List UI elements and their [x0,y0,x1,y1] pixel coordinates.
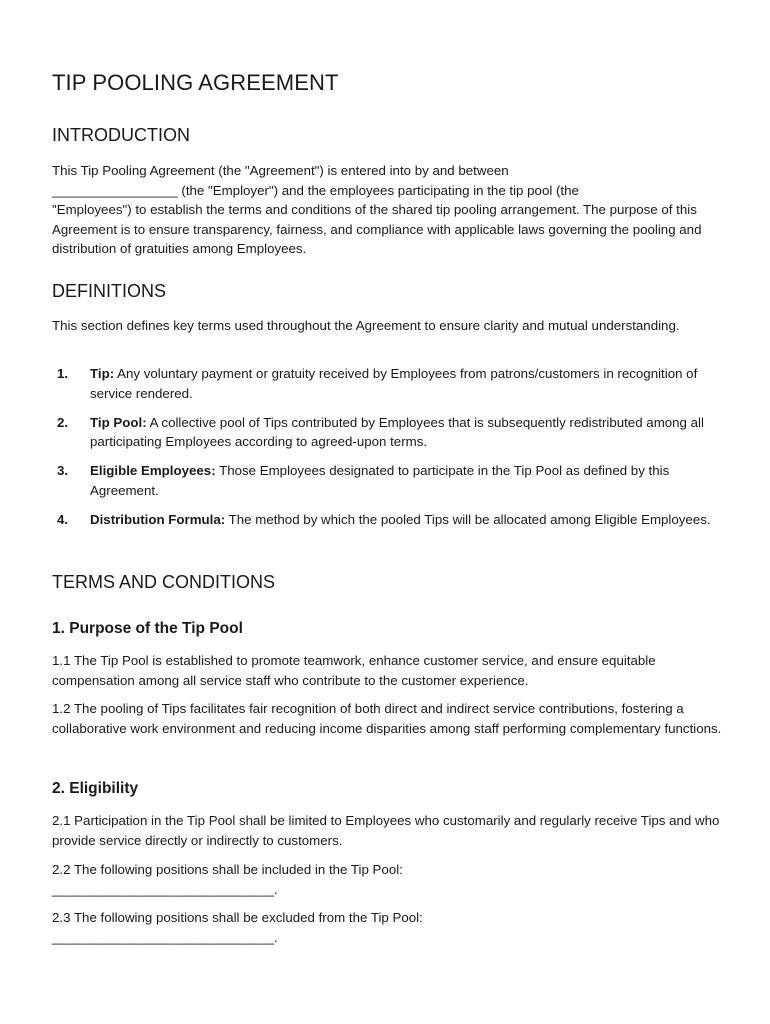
section-1-heading: 1. Purpose of the Tip Pool [52,620,243,637]
definition-text: The method by which the pooled Tips will be allocated among Eligible Employees. [225,512,711,528]
definition-number: 1. [57,366,69,381]
section-2-3-text: 2.3 The following positions shall be excluded from the Tip Pool: [52,910,423,925]
definition-item [52,510,722,530]
section-2-3-blank: ______________________________. [52,929,278,945]
section-2-3-paragraph [52,908,722,947]
definition-term: Tip: [90,366,115,381]
introduction-line-1: This Tip Pooling Agreement (the "Agreement") is entered into by and between [52,163,509,178]
definition-number: 4. [57,512,69,528]
definition-term: Eligible Employees: [90,463,216,479]
definition-text: Those Employees designated to participate in the Tip Pool as defined by this Agreement. [90,463,670,498]
section-2-2-blank: ______________________________. [52,881,278,897]
introduction-line-2: _________________ (the "Employer") and the employees participating in the tip pool (the [52,182,579,198]
section-2-1-paragraph: 2.1 Participation in the Tip Pool shall be limited to Employees who customarily and regularly receive Tips and who provide service directly or indirectly to customers. [52,813,720,848]
definition-item [52,413,722,452]
terms-heading: TERMS AND CONDITIONS [52,572,276,592]
definition-text: Any voluntary payment or gratuity received by Employees from patrons/customers in recognition of service rendered. [90,366,698,401]
definitions-intro: This section defines key terms used throughout the Agreement to ensure clarity and mutual understanding. [52,318,680,333]
definition-text: A collective pool of Tips contributed by Employees that is subsequently redistributed among all participating Employees according to agreed-upon terms. [90,414,704,450]
introduction-paragraph [52,161,722,259]
definition-item [52,364,722,403]
definitions-list [52,364,722,539]
introduction-rest: "Employees") to establish the terms and conditions of the shared tip pooling arrangement. The purpose of this Agreement is to ensure transparency, fairness, and compliance with applicable laws governing the pooling and distribution of gratuities among Employees. [52,202,702,257]
definition-number: 3. [57,463,69,479]
document-title: TIP POOLING AGREEMENT [52,70,339,95]
section-1-2-paragraph: 1.2 The pooling of Tips facilitates fair recognition of both direct and indirect service contributions, fostering a collaborative work environment and reducing income disparities among staff performing complementary functions. [52,701,722,736]
definition-term: Distribution Formula: [90,512,226,528]
section-2-2-text: 2.2 The following positions shall be included in the Tip Pool: [52,862,403,877]
section-2-2-paragraph [52,860,722,899]
definition-number: 2. [57,414,69,430]
definitions-heading: DEFINITIONS [52,281,167,301]
section-1-1-paragraph: 1.1 The Tip Pool is established to promote teamwork, enhance customer service, and ensure equitable compensation among all service staff who contribute to the customer experience. [52,653,656,688]
definition-item [52,461,722,500]
introduction-heading: INTRODUCTION [52,125,190,145]
section-2-heading: 2. Eligibility [52,780,139,797]
definition-term: Tip Pool: [90,414,147,430]
